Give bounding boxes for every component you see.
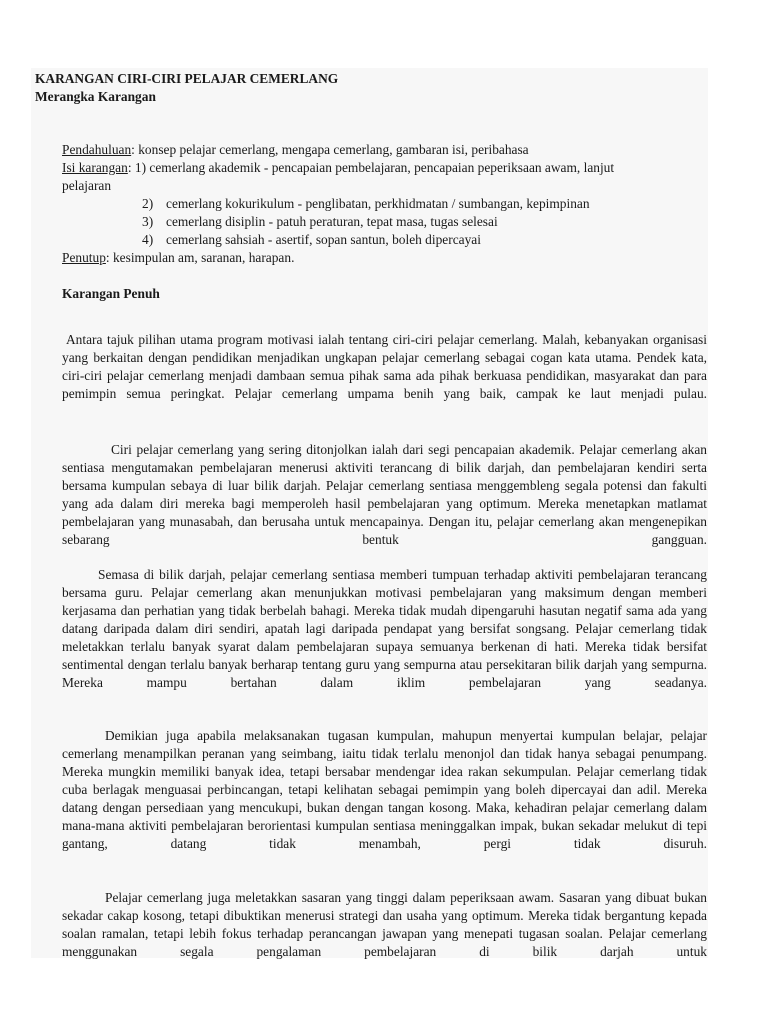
outline-item-number: 3) xyxy=(142,214,154,229)
outline-body-label: Isi karangan xyxy=(62,160,128,175)
document-subtitle: Merangka Karangan xyxy=(35,89,156,104)
essay-outline xyxy=(62,141,702,267)
outline-closing xyxy=(62,249,702,267)
outline-item-number: 2) xyxy=(142,196,154,211)
outline-item xyxy=(62,231,702,249)
outline-body-first: : 1) cemerlang akademik - pencapaian pembelajaran, pencapaian peperiksaan awam, lanjut xyxy=(127,160,615,175)
document-page xyxy=(31,68,708,958)
essay-paragraph: Demikian juga apabila melaksanakan tugasan kumpulan, mahupun menyertai kumpulan belajar, pelajar cemerlang menampilkan peranan yang seimbang, iaitu tidak terlalu menonjol dan tidak hanya sebagai penumpang. Mereka mungkin memiliki banyak idea, tetapi bersabar mendengar idea rakan sekumpulan. Pelajar cemerlang tidak cuba berlagak menguasai perbincangan, tetapi kelihatan sebagai pemimpin yang boleh dipercayai dan adil. Mereka datang dengan persediaan yang mencukupi, bukan dengan tangan kosong. Maka, kehadiran pelajar cemerlang dalam mana-mana aktiviti pembelajaran berorientasi kumpulan sentiasa meninggalkan impak, bukan sekadar melukut di tepi gantang, datang tidak menambah, pergi tidak disuruh. xyxy=(62,728,707,851)
outline-intro xyxy=(62,141,702,159)
document-title: KARANGAN CIRI-CIRI PELAJAR CEMERLANG xyxy=(35,71,339,86)
outline-item-text: cemerlang disiplin - patuh peraturan, tepat masa, tugas selesai xyxy=(166,214,498,229)
essay-paragraph: Antara tajuk pilihan utama program motivasi ialah tentang ciri-ciri pelajar cemerlang. Malah, kebanyakan organisasi yang berkaitan dengan pendidikan menjadikan ungkapan pelajar cemerlang sebagai cogan kata utama. Pendek kata, ciri-ciri pelajar cemerlang menjadi dambaan semua pihak sama ada pihak berkuasa pendidikan, masyarakat dan para pemimpin semua peringkat. Pelajar cemerlang umpama benih yang baik, campak ke laut menjadi pulau. xyxy=(62,332,707,401)
outline-item xyxy=(62,213,702,231)
outline-body xyxy=(62,159,702,177)
outline-intro-label: Pendahuluan xyxy=(62,142,132,157)
full-essay-heading: Karangan Penuh xyxy=(62,286,160,301)
essay-paragraph: Pelajar cemerlang juga meletakkan sasaran yang tinggi dalam peperiksaan awam. Sasaran yang dibuat bukan sekadar cakap kosong, tetapi dibuktikan menerusi strategi dan usaha yang optimum. Mereka tidak bergantung kepada soalan ramalan, tetapi lebih fokus terhadap perancangan jawapan yang menepati tugasan soalan. Pelajar cemerlang menggunakan segala pengalaman pembelajaran di bilik darjah untuk xyxy=(62,890,707,959)
essay-paragraph: Semasa di bilik darjah, pelajar cemerlang sentiasa memberi tumpuan terhadap aktiviti pembelajaran terancang bersama guru. Pelajar cemerlang akan menunjukkan motivasi pembelajaran yang maksimum dengan memberi kerjasama dan perhatian yang tidak berbelah bahagi. Mereka tidak mudah dipengaruhi hasutan negatif sama ada yang datang daripada dalam diri sendiri, apatah lagi daripada pendapat yang bersifat songsang. Pelajar cemerlang tidak meletakkan terlalu banyak syarat dalam pembelajaran supaya semuanya berkenan di hati. Mereka tidak bersifat sentimental dengan terlalu banyak berharap tentang guru yang sempurna atau persekitaran bilik darjah yang sempurna. Mereka mampu bertahan dalam iklim pembelajaran yang seadanya. xyxy=(62,567,707,690)
essay-paragraph: Ciri pelajar cemerlang yang sering ditonjolkan ialah dari segi pencapaian akademik. Pelajar cemerlang akan sentiasa mengutamakan pembelajaran menerusi aktiviti terancang di bilik darjah, dan pembelajaran kendiri serta bersama kumpulan sebaya di luar bilik darjah. Pelajar cemerlang sentiasa menggembleng segala potensi dan fakulti yang ada dalam diri mereka bagi memperoleh hasil pembelajaran yang optimum. Mereka menetapkan matlamat pembelajaran yang munasabah, dan berusaha untuk mencapainya. Dengan itu, pelajar cemerlang akan mengenepikan sebarang bentuk gangguan. xyxy=(62,442,707,547)
outline-closing-text: : kesimpulan am, saranan, harapan. xyxy=(105,250,295,265)
outline-body-continued: pelajaran xyxy=(62,178,112,193)
outline-intro-text: : konsep pelajar cemerlang, mengapa cemerlang, gambaran isi, peribahasa xyxy=(131,142,529,157)
outline-closing-label: Penutup xyxy=(62,250,106,265)
outline-item-text: cemerlang kokurikulum - penglibatan, perkhidmatan / sumbangan, kepimpinan xyxy=(166,196,590,211)
outline-item-number: 4) xyxy=(142,232,154,247)
outline-item-text: cemerlang sahsiah - asertif, sopan santun, boleh dipercayai xyxy=(166,232,481,247)
outline-item xyxy=(62,195,702,213)
